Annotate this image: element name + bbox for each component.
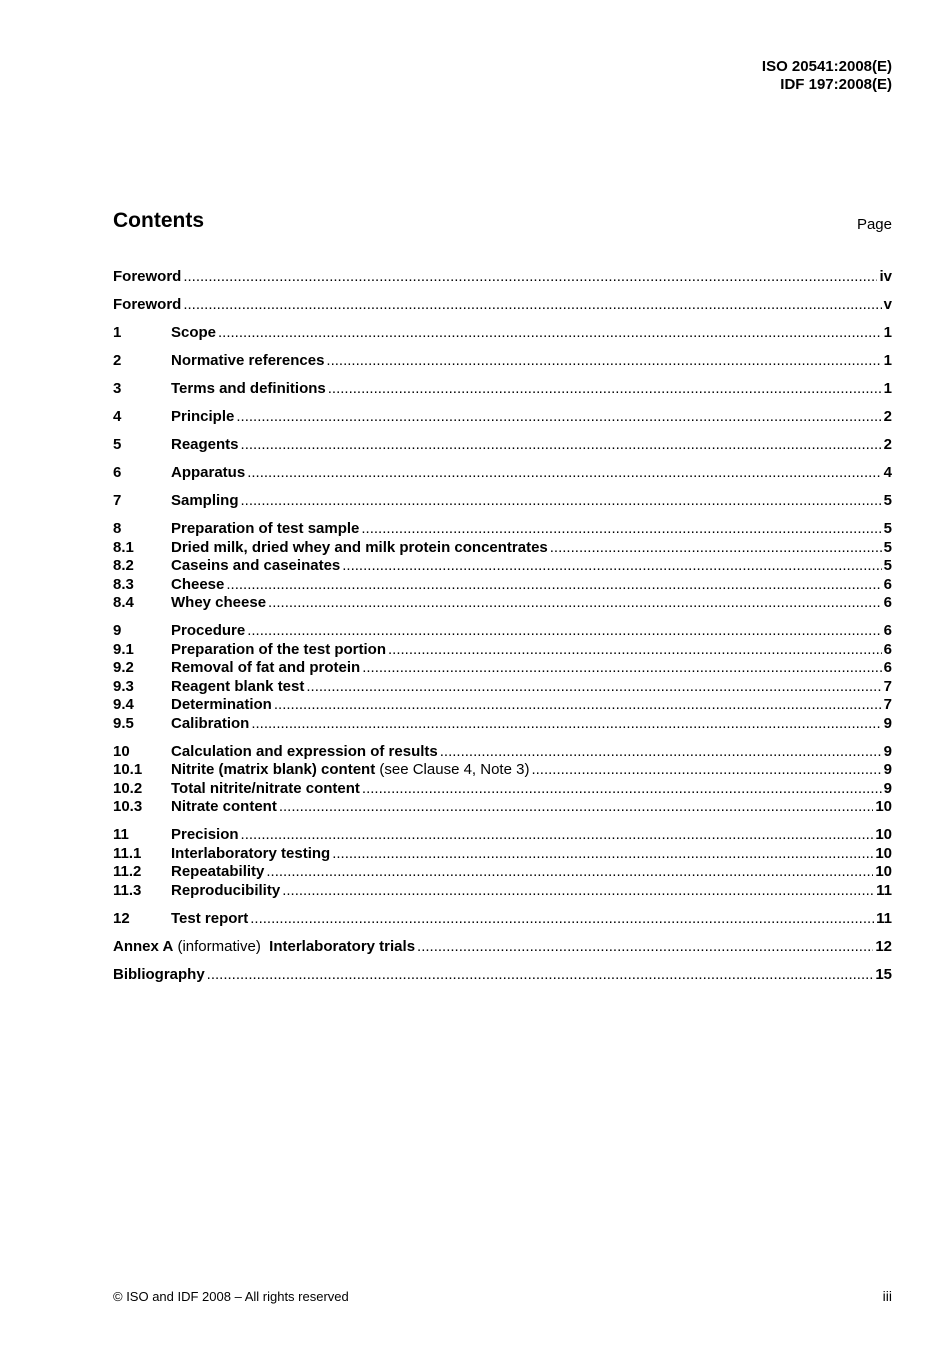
toc-page-number: 7 xyxy=(883,677,892,695)
toc-entry-title xyxy=(171,594,266,613)
toc-entry-number: 8.4 xyxy=(113,594,134,611)
toc-entry-label: Foreword xyxy=(113,268,182,285)
toc-entry-label: Scope xyxy=(171,324,217,341)
toc-entry-number: 11.1 xyxy=(113,844,142,862)
toc-entry[interactable] xyxy=(113,436,892,455)
toc-entry[interactable] xyxy=(113,863,892,882)
toc-entry-number: 11.3 xyxy=(113,881,142,899)
toc-entry[interactable] xyxy=(113,761,892,780)
toc-entry-label: Reagent blank test xyxy=(171,677,305,695)
toc-dot-leader xyxy=(440,743,882,762)
toc-page-number: 10 xyxy=(875,798,892,815)
toc-entry[interactable] xyxy=(113,743,892,762)
toc-entry-title xyxy=(171,622,245,641)
toc-dot-leader xyxy=(361,520,881,539)
toc-dot-leader xyxy=(247,464,881,483)
toc-dot-leader xyxy=(183,268,877,287)
toc-dot-leader xyxy=(226,576,881,595)
toc-entry-title xyxy=(171,464,245,483)
toc-entry-label: Nitrite (matrix blank) content xyxy=(171,761,376,778)
toc-dot-leader xyxy=(241,826,874,845)
toc-dot-leader xyxy=(279,798,873,817)
toc-entry[interactable] xyxy=(113,622,892,641)
toc-entry[interactable] xyxy=(113,659,892,678)
toc-page-number: 9 xyxy=(883,714,892,732)
toc-entry-title xyxy=(171,324,216,343)
toc-dot-leader xyxy=(268,594,882,613)
toc-entry-label: Dried milk, dried whey and milk protein concentrates xyxy=(171,538,548,556)
toc-entry-number: 9.5 xyxy=(113,714,134,732)
toc-entry-title xyxy=(171,743,438,762)
toc-entry-label: Calculation and expression of results xyxy=(171,742,438,760)
toc-entry-number: 6 xyxy=(113,464,122,481)
toc-entry-title xyxy=(171,539,548,558)
toc-entry-title xyxy=(171,557,340,576)
toc-entry[interactable] xyxy=(113,594,892,613)
toc-page-number: 6 xyxy=(883,659,892,676)
toc-entry-title xyxy=(171,678,304,697)
toc-page-number: 12 xyxy=(875,937,892,955)
toc-entry[interactable] xyxy=(113,798,892,817)
toc-entry-label: Reagents xyxy=(171,436,239,453)
toc-dot-leader xyxy=(362,780,882,799)
toc-entry[interactable] xyxy=(113,938,892,957)
table-of-contents xyxy=(113,268,892,984)
toc-entry-title xyxy=(171,436,239,455)
toc-entry-title xyxy=(171,798,277,817)
toc-entry-label: Test report xyxy=(171,909,249,927)
footer-copyright: © ISO and IDF 2008 – All rights reserved xyxy=(113,1289,349,1304)
toc-page-number: 10 xyxy=(875,844,892,862)
toc-dot-leader xyxy=(388,641,882,660)
toc-entry-label: Preparation of the test portion xyxy=(171,640,387,658)
toc-entry-title xyxy=(113,938,415,957)
toc-page-number: 2 xyxy=(883,408,892,425)
toc-entry-number: 10.1 xyxy=(113,761,143,778)
toc-entry[interactable] xyxy=(113,520,892,539)
toc-spacer xyxy=(113,287,892,297)
toc-page-number: 1 xyxy=(883,380,892,397)
toc-entry-label: Precision xyxy=(171,826,239,843)
toc-page-number: 9 xyxy=(883,742,892,760)
toc-entry-title xyxy=(171,780,360,799)
toc-page-number: 6 xyxy=(883,640,892,658)
toc-entry[interactable] xyxy=(113,324,892,343)
toc-spacer xyxy=(113,371,892,381)
toc-entry-title xyxy=(171,352,324,371)
toc-entry-title xyxy=(171,761,529,780)
toc-entry-number: 9.2 xyxy=(113,659,134,676)
toc-dot-leader xyxy=(183,296,881,315)
toc-entry-number: 3 xyxy=(113,380,122,397)
toc-spacer xyxy=(113,455,892,465)
toc-entry[interactable] xyxy=(113,910,892,929)
toc-entry-title xyxy=(171,520,359,539)
toc-entry-label: Terms and definitions xyxy=(171,380,326,397)
toc-spacer xyxy=(113,399,892,409)
toc-entry-number: 10 xyxy=(113,742,130,760)
toc-entry-number: 9.3 xyxy=(113,677,134,695)
toc-entry-number: 5 xyxy=(113,436,122,453)
toc-entry-title xyxy=(113,268,181,287)
toc-page-number: 1 xyxy=(883,352,892,369)
toc-entry-title xyxy=(171,882,280,901)
toc-entry-number: 4 xyxy=(113,408,122,425)
toc-entry-label: Determination xyxy=(171,696,272,713)
header-iso-number: ISO 20541:2008(E) xyxy=(761,58,892,75)
toc-spacer xyxy=(113,928,892,938)
toc-page-number: v xyxy=(883,296,892,313)
toc-entry-label: Total nitrite/nitrate content xyxy=(171,779,360,797)
toc-entry-title xyxy=(171,910,248,929)
toc-entry-title xyxy=(171,408,234,427)
toc-dot-leader xyxy=(362,659,881,678)
toc-spacer xyxy=(113,817,892,827)
toc-entry[interactable] xyxy=(113,492,892,511)
toc-entry-number: 8 xyxy=(113,520,122,537)
page-title: Contents xyxy=(113,209,204,232)
toc-entry[interactable] xyxy=(113,408,892,427)
toc-spacer xyxy=(113,733,892,743)
toc-entry-number: 10.3 xyxy=(113,798,143,815)
toc-entry-number: 2 xyxy=(113,352,122,369)
toc-entry-label: Interlaboratory testing xyxy=(171,844,331,862)
toc-entry-note: (informative) xyxy=(173,937,270,955)
toc-entry-label: Nitrate content xyxy=(171,798,277,815)
toc-entry-number: 9.4 xyxy=(113,696,134,713)
toc-page-number: 5 xyxy=(883,557,892,574)
toc-page-number: 5 xyxy=(883,520,892,537)
toc-entry-label: Procedure xyxy=(171,622,246,639)
toc-page-number: 9 xyxy=(883,761,892,778)
toc-entry-number: 9 xyxy=(113,622,122,639)
toc-entry-note: (see Clause 4, Note 3) xyxy=(375,761,530,778)
toc-entry-number: 8.1 xyxy=(113,538,134,556)
toc-page-number: 11 xyxy=(876,881,892,899)
toc-entry-title xyxy=(171,845,330,864)
toc-entry[interactable] xyxy=(113,268,892,287)
toc-spacer xyxy=(113,315,892,325)
toc-entry[interactable] xyxy=(113,576,892,595)
toc-spacer xyxy=(113,613,892,623)
toc-entry[interactable] xyxy=(113,380,892,399)
toc-entry-title xyxy=(113,296,181,315)
toc-entry[interactable] xyxy=(113,678,892,697)
toc-spacer xyxy=(113,956,892,966)
toc-entry-title xyxy=(171,576,224,595)
toc-dot-leader xyxy=(282,882,874,901)
toc-entry-title xyxy=(171,863,264,882)
toc-entry-label: Foreword xyxy=(113,296,182,313)
toc-dot-leader xyxy=(266,863,873,882)
toc-entry-number: 10.2 xyxy=(113,779,143,797)
toc-entry-number: 8.2 xyxy=(113,557,134,574)
toc-spacer xyxy=(113,483,892,493)
toc-page-number: 5 xyxy=(883,492,892,509)
toc-dot-leader xyxy=(247,622,881,641)
toc-entry-label: Preparation of test sample xyxy=(171,520,360,537)
toc-entry-label: Sampling xyxy=(171,492,239,509)
toc-page-number: 10 xyxy=(875,826,892,843)
toc-entry-number: 11.2 xyxy=(113,863,142,880)
toc-spacer xyxy=(113,427,892,437)
toc-entry-label: Annex A xyxy=(113,937,174,955)
toc-entry[interactable] xyxy=(113,882,892,901)
toc-spacer xyxy=(113,511,892,521)
toc-page-number: 6 xyxy=(883,575,892,593)
toc-entry[interactable] xyxy=(113,845,892,864)
toc-entry[interactable] xyxy=(113,966,892,985)
toc-spacer xyxy=(113,900,892,910)
page-column-label: Page xyxy=(856,216,892,233)
footer-page-number: iii xyxy=(882,1288,892,1304)
toc-page-number: iv xyxy=(879,268,892,285)
toc-entry-label: Calibration xyxy=(171,714,250,732)
toc-page-number: 7 xyxy=(883,696,892,713)
toc-entry-label: Repeatability xyxy=(171,863,265,880)
toc-dot-leader xyxy=(241,436,882,455)
toc-page-number: 1 xyxy=(883,324,892,341)
header-idf-number: IDF 197:2008(E) xyxy=(780,76,892,93)
toc-entry-number: 8.3 xyxy=(113,575,134,593)
toc-entry[interactable] xyxy=(113,696,892,715)
toc-entry-label: Whey cheese xyxy=(171,594,267,611)
toc-entry-label: Caseins and caseinates xyxy=(171,557,341,574)
toc-entry-number: 12 xyxy=(113,909,130,927)
toc-page-number: 2 xyxy=(883,436,892,453)
toc-dot-leader xyxy=(550,539,882,558)
toc-entry-title xyxy=(171,696,272,715)
toc-entry-title xyxy=(171,826,239,845)
toc-entry-label-secondary: Interlaboratory trials xyxy=(269,937,416,955)
toc-dot-leader xyxy=(207,966,874,985)
toc-entry-title xyxy=(171,492,239,511)
toc-dot-leader xyxy=(218,324,882,343)
toc-dot-leader xyxy=(236,408,881,427)
toc-dot-leader xyxy=(250,910,874,929)
toc-entry[interactable] xyxy=(113,464,892,483)
toc-dot-leader xyxy=(306,678,881,697)
toc-page-number: 15 xyxy=(875,965,892,983)
toc-page-number: 11 xyxy=(876,909,892,927)
toc-dot-leader xyxy=(251,715,881,734)
toc-dot-leader xyxy=(342,557,881,576)
toc-entry-label: Cheese xyxy=(171,575,225,593)
toc-dot-leader xyxy=(417,938,873,957)
toc-entry[interactable] xyxy=(113,780,892,799)
toc-entry[interactable] xyxy=(113,539,892,558)
document-header xyxy=(762,58,892,94)
toc-page-number: 10 xyxy=(875,863,892,880)
toc-entry[interactable] xyxy=(113,715,892,734)
toc-entry-title xyxy=(171,380,326,399)
toc-entry-title xyxy=(171,715,249,734)
toc-page-number: 5 xyxy=(883,538,892,556)
toc-entry-label: Normative references xyxy=(171,352,325,369)
toc-dot-leader xyxy=(332,845,873,864)
toc-dot-leader xyxy=(274,696,882,715)
toc-entry-label: Removal of fat and protein xyxy=(171,659,361,676)
toc-entry-number: 11 xyxy=(113,826,129,843)
toc-entry[interactable] xyxy=(113,557,892,576)
toc-dot-leader xyxy=(326,352,881,371)
toc-entry-label: Apparatus xyxy=(171,464,246,481)
toc-dot-leader xyxy=(241,492,882,511)
toc-entry[interactable] xyxy=(113,641,892,660)
toc-dot-leader xyxy=(328,380,882,399)
toc-entry-title xyxy=(171,659,360,678)
toc-entry[interactable] xyxy=(113,826,892,845)
toc-entry[interactable] xyxy=(113,296,892,315)
toc-entry-title xyxy=(171,641,386,660)
toc-page-number: 4 xyxy=(883,464,892,481)
toc-entry-label: Principle xyxy=(171,408,235,425)
toc-entry-number: 9.1 xyxy=(113,640,134,658)
toc-entry-title xyxy=(113,966,205,985)
toc-page-number: 9 xyxy=(883,779,892,797)
toc-entry-label: Bibliography xyxy=(113,965,205,983)
toc-entry[interactable] xyxy=(113,352,892,371)
toc-entry-number: 1 xyxy=(113,324,122,341)
toc-spacer xyxy=(113,343,892,353)
toc-dot-leader xyxy=(531,761,881,780)
toc-entry-number: 7 xyxy=(113,492,122,509)
toc-entry-label: Reproducibility xyxy=(171,881,281,899)
toc-page-number: 6 xyxy=(883,594,892,611)
toc-page-number: 6 xyxy=(883,622,892,639)
